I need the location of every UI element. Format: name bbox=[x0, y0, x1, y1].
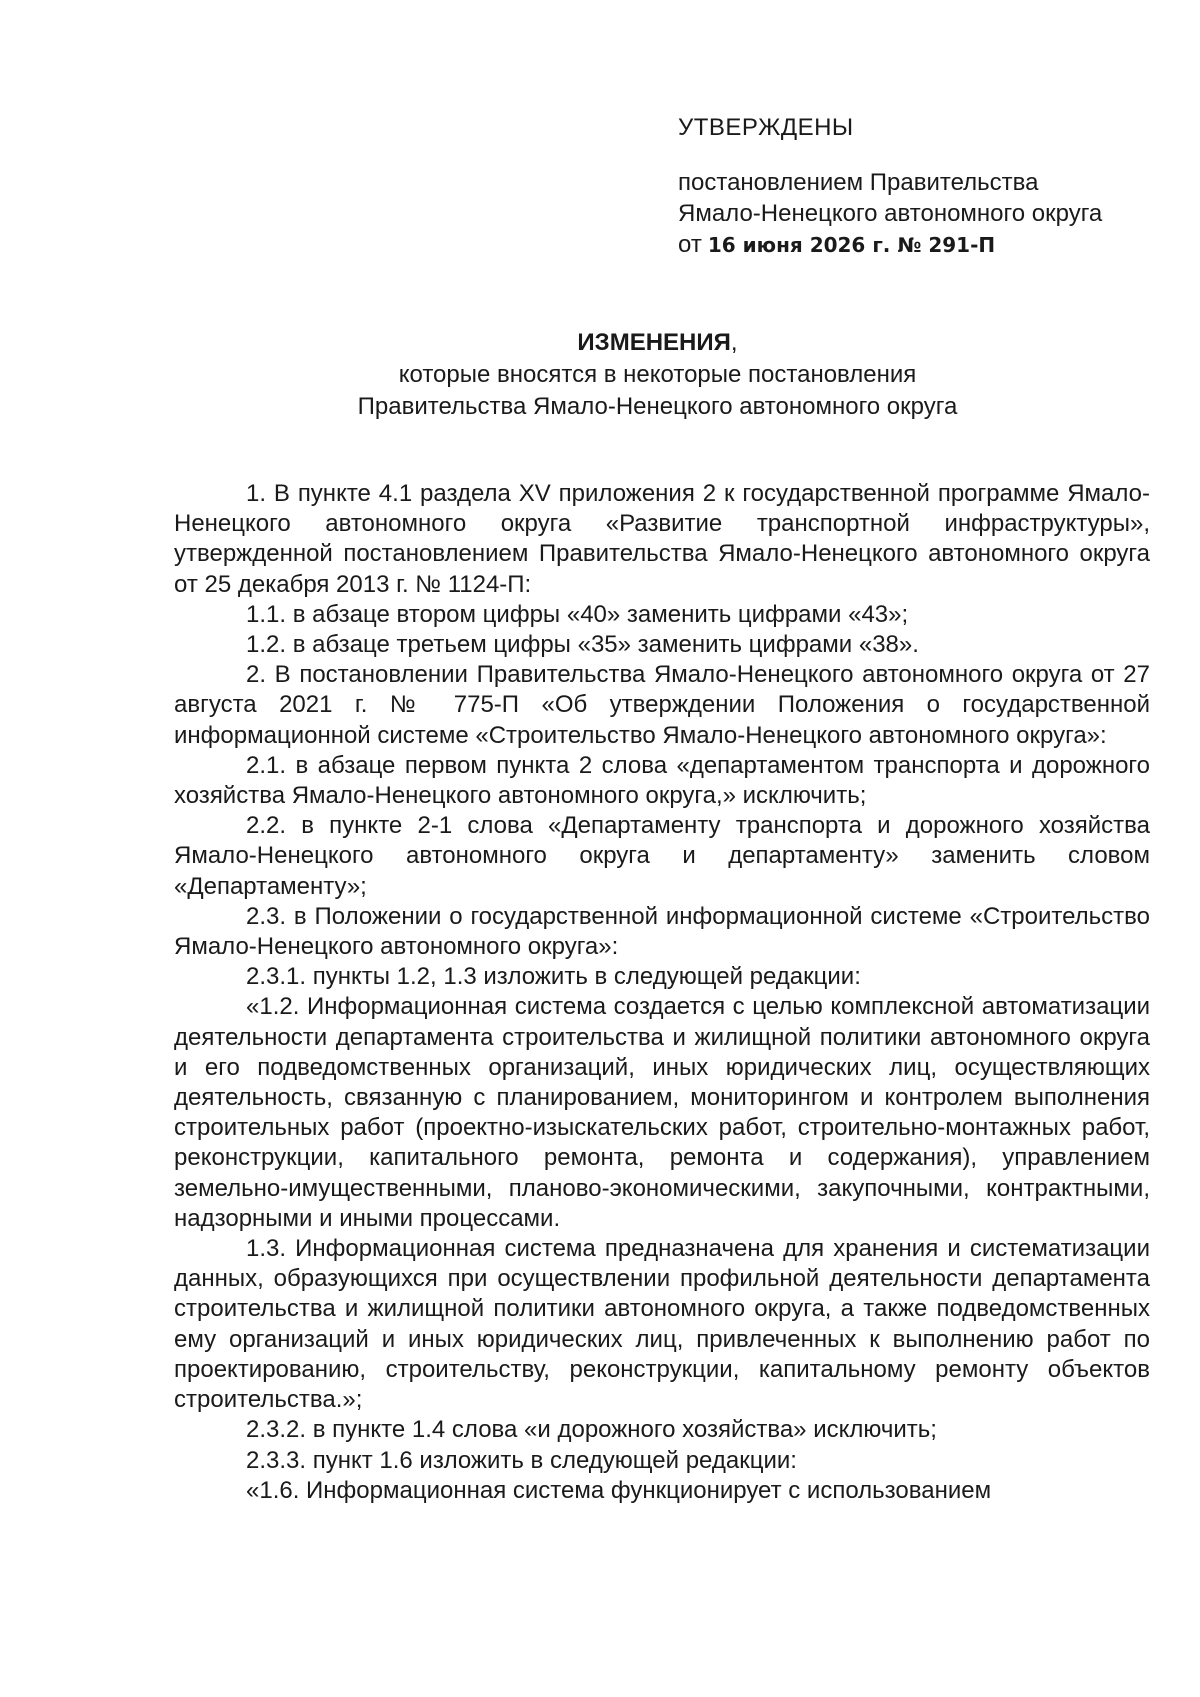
date-prefix: от bbox=[678, 231, 702, 258]
document-title bbox=[170, 327, 1145, 423]
title-heading: ИЗМЕНЕНИЯ bbox=[577, 329, 731, 356]
paragraph-1: 1. В пункте 4.1 раздела XV приложения 2 к государственной программе Ямало-Ненецкого автономного округа «Развитие транспортной инфраструктуры», утвержденной постановлением Правительства Ямало-Ненецкого автономного округа от 25 декабря 2013 г. № 1124-П: bbox=[174, 480, 1150, 598]
paragraph-quote-1-3: 1.3. Информационная система предназначена для хранения и систематизации данных, образующихся при осуществлении профильной деятельности департамента строительства и жилищной политики автономного округа, а также подведомственных ему организаций и иных юридических лиц, привлеченных к выполнению работ по проектированию, строительству, реконструкции, капитальному ремонту объектов строительства.»; bbox=[174, 1235, 1150, 1414]
approved-label: УТВЕРЖДЕНЫ bbox=[678, 114, 854, 141]
approval-line-1: постановлением Правительства bbox=[678, 169, 1039, 196]
paragraph-quote-1-2: «1.2. Информационная система создается с целью комплексной автоматизации деятельности департамента строительства и жилищной политики автономного округа и его подведомственных организаций, иных юридических лиц, осуществляющих деятельность, связанную с планированием, мониторингом и контролем выполнения строительных работ (проектно-изыскательских работ, строительно-монтажных работ, реконструкции, капитального ремонта, ремонта и содержания), управлением земельно-имущественными, планово-экономическими, закупочными, контрактными, надзорными и иными процессами. bbox=[174, 993, 1150, 1232]
paragraph-1-2: 1.2. в абзаце третьем цифры «35» заменить цифрами «38». bbox=[246, 631, 919, 659]
title-subtitle-2: Правительства Ямало-Ненецкого автономного округа bbox=[357, 393, 958, 420]
title-subtitle-1: которые вносятся в некоторые постановления bbox=[398, 361, 917, 388]
approval-date-line bbox=[678, 229, 1158, 261]
title-heading-suffix: , bbox=[730, 329, 738, 356]
document-body bbox=[174, 479, 1150, 1506]
date-value: 16 июня 2026 г. № 291-П bbox=[707, 233, 996, 257]
paragraph-2-2: 2.2. в пункте 2-1 слова «Департаменту транспорта и дорожного хозяйства Ямало-Ненецкого автономного округа и департаменту» заменить словом «Департаменту»; bbox=[174, 812, 1150, 900]
paragraph-2: 2. В постановлении Правительства Ямало-Ненецкого автономного округа от 27 августа 2021 г. № 775-П «Об утверждении Положения о государственной информационной системе «Строительство Ямало-Ненецкого автономного округа»: bbox=[174, 661, 1150, 749]
approval-stamp bbox=[678, 112, 1158, 261]
title-heading-line bbox=[170, 327, 1145, 359]
paragraph-quote-1-6: «1.6. Информационная система функционирует с использованием bbox=[246, 1476, 992, 1504]
paragraph-1-1: 1.1. в абзаце втором цифры «40» заменить цифрами «43»; bbox=[246, 600, 909, 628]
paragraph-2-3-3: 2.3.3. пункт 1.6 изложить в следующей редакции: bbox=[246, 1446, 797, 1474]
approval-line-2: Ямало-Ненецкого автономного округа bbox=[678, 200, 1103, 227]
paragraph-2-1: 2.1. в абзаце первом пункта 2 слова «департаментом транспорта и дорожного хозяйства Ямало-Ненецкого автономного округа,» исключить; bbox=[174, 751, 1150, 810]
paragraph-2-3-1: 2.3.1. пункты 1.2, 1.3 изложить в следующей редакции: bbox=[246, 963, 861, 991]
paragraph-2-3-2: 2.3.2. в пункте 1.4 слова «и дорожного хозяйства» исключить; bbox=[246, 1416, 937, 1444]
paragraph-2-3: 2.3. в Положении о государственной информационной системе «Строительство Ямало-Ненецкого автономного округа»: bbox=[174, 902, 1150, 961]
